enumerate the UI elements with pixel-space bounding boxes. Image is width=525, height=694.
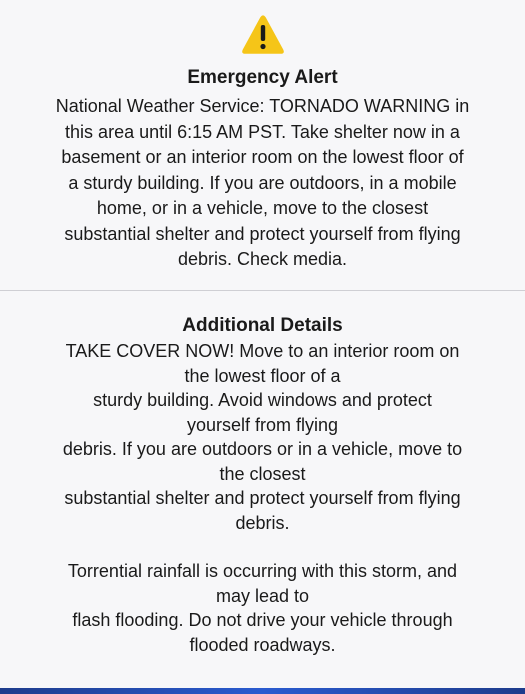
section-divider [0,290,525,291]
details-paragraph-1 [0,339,525,535]
alert-message-line: home, or in a vehicle, move to the closest [96,198,429,218]
details-line: flash flooding. Do not drive your vehicle through [72,610,453,630]
alert-message-line: National Weather Service: TORNADO WARNING in [55,96,470,116]
alert-header [0,0,525,274]
details-title: Additional Details [182,315,343,336]
alert-message-line: substantial shelter and protect yourself from flying [64,223,461,244]
alert-title: Emergency Alert [187,67,338,88]
alert-message-line: basement or an interior room on the lowest floor of [61,147,464,167]
alert-message-line: a sturdy building. If you are outdoors, in a mobile [68,172,457,193]
details-line: the lowest floor of a [184,365,341,386]
warning-triangle-icon [240,12,286,58]
details-line: the closest [219,463,306,484]
details-line: substantial shelter and protect yourself from flying [64,488,461,508]
alert-message-line: this area until 6:15 AM PST. Take shelter now in a [65,121,460,142]
details-line: sturdy building. Avoid windows and protect [93,390,432,410]
details-line: TAKE COVER NOW! Move to an interior room on [65,341,460,361]
alert-message-line: debris. Check media. [177,249,348,269]
details-line: debris. If you are outdoors or in a vehicle, move to [62,439,463,459]
additional-details-section[interactable] [0,313,525,657]
details-line: flooded roadways. [189,634,336,655]
details-paragraph-2 [0,559,525,657]
bottom-edge-bar [0,688,525,694]
details-line: debris. [235,512,290,533]
details-line: yourself from flying [186,414,339,435]
details-line: may lead to [215,585,310,606]
alert-message [0,90,525,273]
paragraph-gap [0,535,525,559]
details-line: Torrential rainfall is occurring with this storm, and [67,561,458,581]
